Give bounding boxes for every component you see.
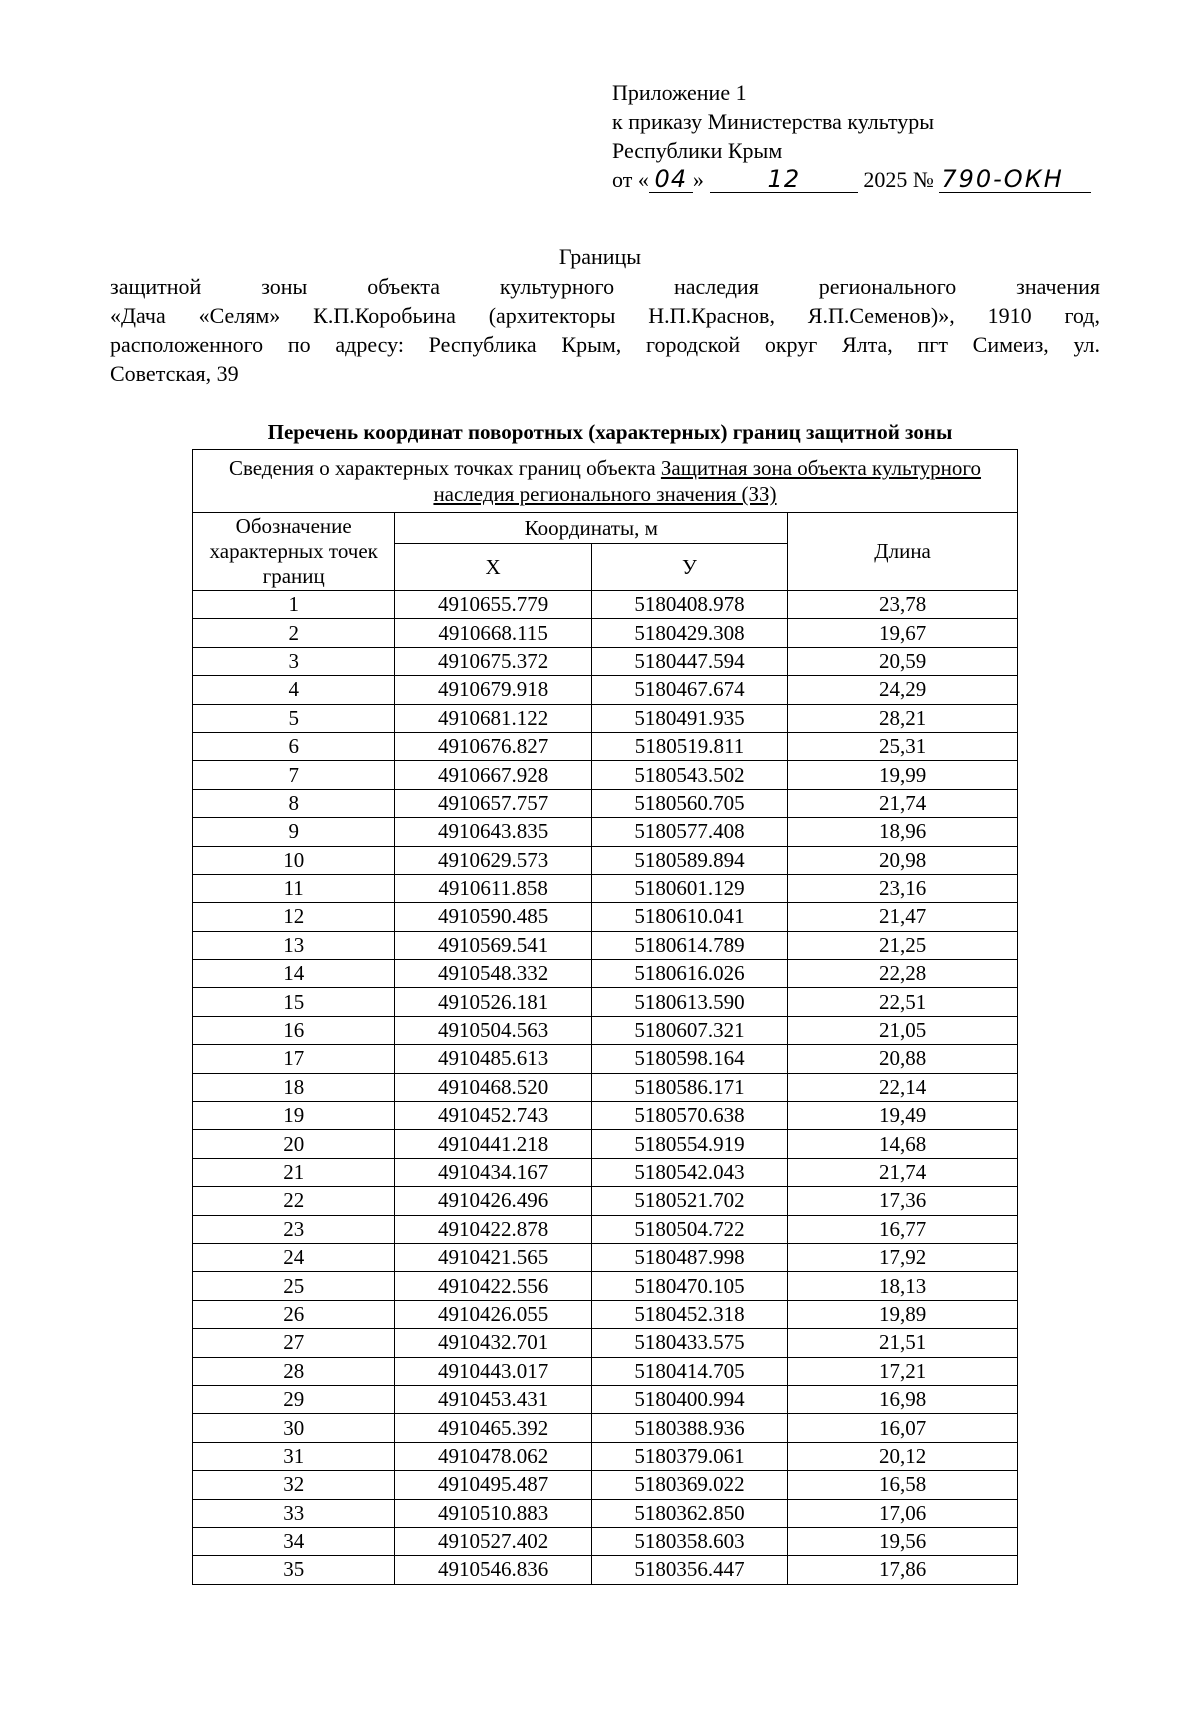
y-cell: 5180356.447	[591, 1556, 787, 1584]
y-cell: 5180504.722	[591, 1215, 787, 1243]
x-cell: 4910432.701	[395, 1329, 591, 1357]
y-cell: 5180452.318	[591, 1300, 787, 1328]
handwritten-month: 12	[710, 168, 858, 193]
y-cell: 5180613.590	[591, 988, 787, 1016]
length-cell: 23,78	[788, 591, 1018, 619]
point-cell: 30	[193, 1414, 395, 1442]
length-cell: 28,21	[788, 704, 1018, 732]
table-row	[193, 1243, 1018, 1271]
x-cell: 4910643.835	[395, 818, 591, 846]
table-row	[193, 1556, 1018, 1584]
table-row	[193, 818, 1018, 846]
coordinates-list-title: Перечень координат поворотных (характерных) границ защитной зоны	[267, 420, 953, 444]
x-cell: 4910504.563	[395, 1016, 591, 1044]
point-cell: 29	[193, 1385, 395, 1413]
x-cell: 4910681.122	[395, 704, 591, 732]
length-cell: 17,06	[788, 1499, 1018, 1527]
y-cell: 5180586.171	[591, 1073, 787, 1101]
length-cell: 16,98	[788, 1385, 1018, 1413]
x-cell: 4910569.541	[395, 931, 591, 959]
handwritten-order-number: 790-ОКН	[939, 168, 1091, 193]
length-cell: 17,86	[788, 1556, 1018, 1584]
point-cell: 20	[193, 1130, 395, 1158]
length-cell: 20,59	[788, 647, 1018, 675]
table-row	[193, 931, 1018, 959]
y-cell: 5180560.705	[591, 789, 787, 817]
table-row	[193, 1499, 1018, 1527]
handwritten-day: 04	[649, 168, 693, 193]
x-cell: 4910426.055	[395, 1300, 591, 1328]
x-cell: 4910465.392	[395, 1414, 591, 1442]
length-cell: 25,31	[788, 732, 1018, 760]
appendix-order-ref: к приказу Министерства культуры	[612, 109, 935, 134]
x-cell: 4910478.062	[395, 1442, 591, 1470]
y-cell: 5180521.702	[591, 1187, 787, 1215]
description-line: расположенного по адресу: Республика Крым, городской округ Ялта, пгт Симеиз, ул.	[110, 332, 1100, 357]
point-cell: 15	[193, 988, 395, 1016]
length-cell: 16,77	[788, 1215, 1018, 1243]
table-row	[193, 704, 1018, 732]
table-row	[193, 1357, 1018, 1385]
table-row	[193, 1187, 1018, 1215]
y-cell: 5180408.978	[591, 591, 787, 619]
table-caption	[193, 450, 1018, 513]
description-line: защитной зоны объекта культурного наследия регионального значения	[110, 274, 1100, 299]
y-cell: 5180433.575	[591, 1329, 787, 1357]
y-cell: 5180554.919	[591, 1130, 787, 1158]
table-row	[193, 1385, 1018, 1413]
header-y: У	[591, 544, 787, 591]
point-cell: 23	[193, 1215, 395, 1243]
point-cell: 25	[193, 1272, 395, 1300]
y-cell: 5180467.674	[591, 676, 787, 704]
table-row	[193, 1414, 1018, 1442]
length-cell: 22,28	[788, 960, 1018, 988]
x-cell: 4910675.372	[395, 647, 591, 675]
description-line: Советская, 39	[110, 361, 239, 386]
point-cell: 34	[193, 1527, 395, 1555]
point-cell: 35	[193, 1556, 395, 1584]
table-caption-underlined: Защитная зона объекта культурного наследия регионального значения (ЗЗ)	[433, 456, 982, 506]
table-body	[193, 591, 1018, 1585]
table-row	[193, 903, 1018, 931]
length-cell: 21,05	[788, 1016, 1018, 1044]
table-row	[193, 1016, 1018, 1044]
document-description	[110, 272, 1100, 388]
point-cell: 22	[193, 1187, 395, 1215]
length-cell: 18,96	[788, 818, 1018, 846]
point-cell: 33	[193, 1499, 395, 1527]
table-row	[193, 1471, 1018, 1499]
x-cell: 4910676.827	[395, 732, 591, 760]
table-row	[193, 988, 1018, 1016]
description-line: «Дача «Селям» К.П.Коробьина (архитекторы Н.П.Краснов, Я.П.Семенов)», 1910 год,	[110, 303, 1100, 328]
y-cell: 5180414.705	[591, 1357, 787, 1385]
point-cell: 16	[193, 1016, 395, 1044]
length-cell: 20,12	[788, 1442, 1018, 1470]
x-cell: 4910546.836	[395, 1556, 591, 1584]
table-row	[193, 1158, 1018, 1186]
point-cell: 11	[193, 874, 395, 902]
point-cell: 6	[193, 732, 395, 760]
length-cell: 16,58	[788, 1471, 1018, 1499]
point-cell: 17	[193, 1045, 395, 1073]
x-cell: 4910667.928	[395, 761, 591, 789]
point-cell: 21	[193, 1158, 395, 1186]
length-cell: 21,25	[788, 931, 1018, 959]
length-cell: 22,14	[788, 1073, 1018, 1101]
y-cell: 5180379.061	[591, 1442, 787, 1470]
y-cell: 5180607.321	[591, 1016, 787, 1044]
point-cell: 2	[193, 619, 395, 647]
document-title: Границы	[558, 244, 642, 269]
table-row	[193, 1300, 1018, 1328]
x-cell: 4910611.858	[395, 874, 591, 902]
table-row	[193, 874, 1018, 902]
point-cell: 8	[193, 789, 395, 817]
y-cell: 5180491.935	[591, 704, 787, 732]
x-cell: 4910495.487	[395, 1471, 591, 1499]
x-cell: 4910657.757	[395, 789, 591, 817]
x-cell: 4910527.402	[395, 1527, 591, 1555]
length-cell: 19,67	[788, 619, 1018, 647]
y-cell: 5180519.811	[591, 732, 787, 760]
appendix-republic: Республики Крым	[612, 138, 783, 163]
point-cell: 19	[193, 1102, 395, 1130]
table-row	[193, 1130, 1018, 1158]
table-row	[193, 761, 1018, 789]
point-cell: 3	[193, 647, 395, 675]
x-cell: 4910679.918	[395, 676, 591, 704]
y-cell: 5180369.022	[591, 1471, 787, 1499]
point-cell: 5	[193, 704, 395, 732]
y-cell: 5180614.789	[591, 931, 787, 959]
length-cell: 22,51	[788, 988, 1018, 1016]
point-cell: 1	[193, 591, 395, 619]
x-cell: 4910468.520	[395, 1073, 591, 1101]
y-cell: 5180388.936	[591, 1414, 787, 1442]
x-cell: 4910629.573	[395, 846, 591, 874]
y-cell: 5180487.998	[591, 1243, 787, 1271]
x-cell: 4910526.181	[395, 988, 591, 1016]
y-cell: 5180447.594	[591, 647, 787, 675]
table-row	[193, 960, 1018, 988]
x-cell: 4910434.167	[395, 1158, 591, 1186]
y-cell: 5180601.129	[591, 874, 787, 902]
header-x: X	[395, 544, 591, 591]
table-row	[193, 1272, 1018, 1300]
table-row	[193, 676, 1018, 704]
appendix-label: Приложение 1	[612, 80, 747, 105]
x-cell: 4910668.115	[395, 619, 591, 647]
length-cell: 14,68	[788, 1130, 1018, 1158]
y-cell: 5180542.043	[591, 1158, 787, 1186]
point-cell: 14	[193, 960, 395, 988]
coordinates-table	[192, 449, 1018, 1585]
x-cell: 4910421.565	[395, 1243, 591, 1271]
table-row	[193, 647, 1018, 675]
x-cell: 4910452.743	[395, 1102, 591, 1130]
appendix-header	[612, 78, 1091, 194]
length-cell: 24,29	[788, 676, 1018, 704]
table-row	[193, 789, 1018, 817]
table-row	[193, 846, 1018, 874]
y-cell: 5180589.894	[591, 846, 787, 874]
table-row	[193, 1527, 1018, 1555]
y-cell: 5180570.638	[591, 1102, 787, 1130]
table-caption-plain: Сведения о характерных точках границ объекта	[228, 456, 661, 480]
table-row	[193, 1329, 1018, 1357]
date-day-suffix: »	[692, 167, 704, 192]
x-cell: 4910422.878	[395, 1215, 591, 1243]
date-prefix: от «	[612, 167, 649, 192]
y-cell: 5180577.408	[591, 818, 787, 846]
length-cell: 18,13	[788, 1272, 1018, 1300]
header-coordinates: Координаты, м	[395, 513, 788, 544]
table-row	[193, 1102, 1018, 1130]
y-cell: 5180400.994	[591, 1385, 787, 1413]
x-cell: 4910426.496	[395, 1187, 591, 1215]
length-cell: 21,51	[788, 1329, 1018, 1357]
appendix-date-line	[612, 165, 1091, 194]
length-cell: 19,99	[788, 761, 1018, 789]
table-row	[193, 1073, 1018, 1101]
length-cell: 16,07	[788, 1414, 1018, 1442]
x-cell: 4910422.556	[395, 1272, 591, 1300]
point-cell: 31	[193, 1442, 395, 1470]
length-cell: 21,74	[788, 1158, 1018, 1186]
length-cell: 17,21	[788, 1357, 1018, 1385]
x-cell: 4910548.332	[395, 960, 591, 988]
y-cell: 5180616.026	[591, 960, 787, 988]
y-cell: 5180362.850	[591, 1499, 787, 1527]
header-length: Длина	[788, 513, 1018, 591]
y-cell: 5180358.603	[591, 1527, 787, 1555]
table-row	[193, 732, 1018, 760]
length-cell: 20,88	[788, 1045, 1018, 1073]
point-cell: 27	[193, 1329, 395, 1357]
point-cell: 13	[193, 931, 395, 959]
y-cell: 5180470.105	[591, 1272, 787, 1300]
length-cell: 19,56	[788, 1527, 1018, 1555]
length-cell: 20,98	[788, 846, 1018, 874]
table-row	[193, 1215, 1018, 1243]
x-cell: 4910590.485	[395, 903, 591, 931]
x-cell: 4910441.218	[395, 1130, 591, 1158]
point-cell: 12	[193, 903, 395, 931]
length-cell: 21,74	[788, 789, 1018, 817]
y-cell: 5180598.164	[591, 1045, 787, 1073]
y-cell: 5180543.502	[591, 761, 787, 789]
length-cell: 23,16	[788, 874, 1018, 902]
point-cell: 4	[193, 676, 395, 704]
x-cell: 4910655.779	[395, 591, 591, 619]
point-cell: 26	[193, 1300, 395, 1328]
point-cell: 9	[193, 818, 395, 846]
point-cell: 28	[193, 1357, 395, 1385]
table-row	[193, 1442, 1018, 1470]
point-cell: 10	[193, 846, 395, 874]
y-cell: 5180429.308	[591, 619, 787, 647]
length-cell: 19,89	[788, 1300, 1018, 1328]
table-row	[193, 591, 1018, 619]
point-cell: 32	[193, 1471, 395, 1499]
length-cell: 17,36	[788, 1187, 1018, 1215]
length-cell: 19,49	[788, 1102, 1018, 1130]
table-row	[193, 1045, 1018, 1073]
point-cell: 7	[193, 761, 395, 789]
y-cell: 5180610.041	[591, 903, 787, 931]
x-cell: 4910510.883	[395, 1499, 591, 1527]
x-cell: 4910453.431	[395, 1385, 591, 1413]
date-year: 2025 №	[863, 167, 934, 192]
header-designation: Обозначение характерных точек границ	[193, 513, 395, 591]
x-cell: 4910485.613	[395, 1045, 591, 1073]
length-cell: 21,47	[788, 903, 1018, 931]
table-row	[193, 619, 1018, 647]
point-cell: 18	[193, 1073, 395, 1101]
x-cell: 4910443.017	[395, 1357, 591, 1385]
point-cell: 24	[193, 1243, 395, 1271]
length-cell: 17,92	[788, 1243, 1018, 1271]
